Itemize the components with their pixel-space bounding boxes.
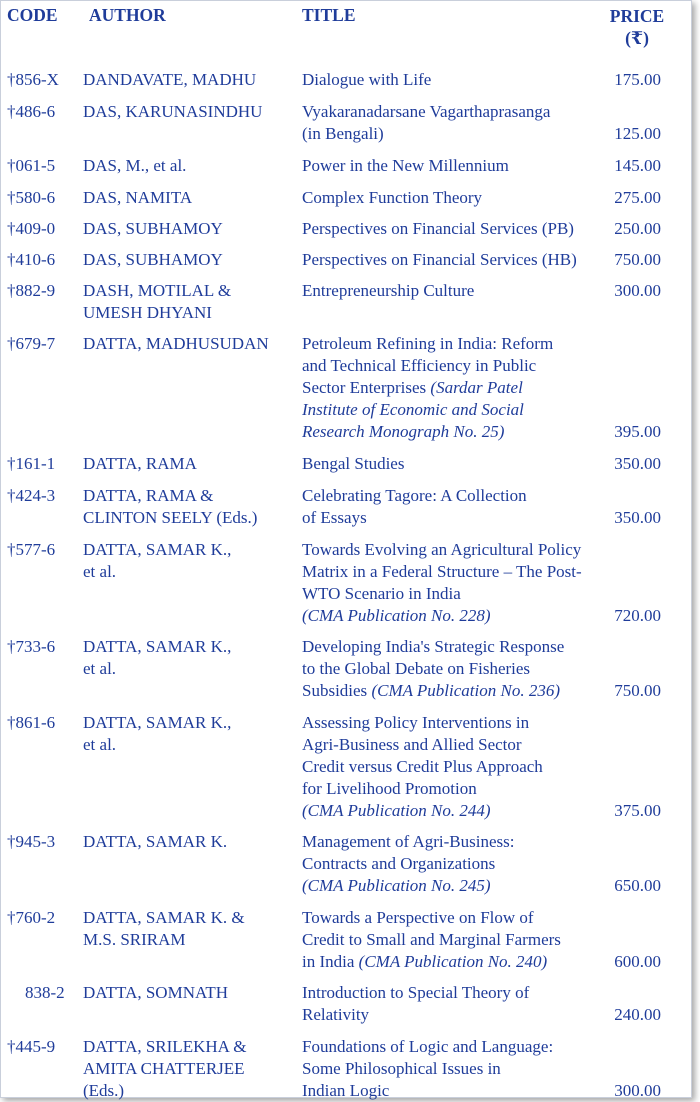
row-price-value: 350.00 <box>614 508 661 527</box>
row-price <box>599 636 661 702</box>
row-title <box>294 101 599 145</box>
row-author: DATTA, SRILEKHA & AMITA CHATTERJEE (Eds.) <box>83 1037 247 1100</box>
row-price-value: 395.00 <box>614 422 661 441</box>
row-price-value: 350.00 <box>614 454 661 473</box>
row-code: 838-2 <box>25 983 65 1002</box>
row-title <box>294 831 599 897</box>
row-author: DAS, KARUNASINDHU <box>83 102 263 121</box>
row-title <box>294 712 599 822</box>
row-price-value: 175.00 <box>614 70 661 89</box>
row-title-text: Complex Function Theory <box>302 188 483 207</box>
row-author: DATTA, MADHUSUDAN <box>83 334 269 353</box>
row-price <box>599 155 661 177</box>
row-title-text: Petroleum Refining in India: Reform and Technical Efficiency in Public Sector Enterprises <box>302 334 554 397</box>
row-code: †445-9 <box>7 1037 56 1056</box>
row-author: DAS, NAMITA <box>83 188 193 207</box>
row-price <box>599 1036 661 1102</box>
row-title <box>294 907 599 973</box>
catalog-row <box>1 636 691 702</box>
row-title-text: Foundations of Logic and Language: Some Philosophical Issues in Indian Logic <box>302 1037 554 1100</box>
row-price <box>599 712 661 822</box>
row-code: †856-X <box>7 70 59 89</box>
row-code: †486-6 <box>7 102 56 121</box>
row-series: (CMA Publication No. 240) <box>358 952 548 971</box>
catalog-list <box>1 69 691 1102</box>
row-code: †861-6 <box>7 713 56 732</box>
row-series: (CMA Publication No. 244) <box>302 801 491 820</box>
row-title <box>294 249 599 271</box>
row-title-text: Management of Agri-Business: Contracts and Organizations <box>302 832 515 873</box>
row-author: DATTA, SAMAR K., et al. <box>83 540 232 581</box>
row-author: DATTA, SAMAR K. & M.S. SRIRAM <box>83 908 245 949</box>
row-price <box>599 101 661 145</box>
row-title-text: Entrepreneurship Culture <box>302 281 475 300</box>
row-price-value: 125.00 <box>614 124 661 143</box>
row-code: †679-7 <box>7 334 56 353</box>
row-title <box>294 187 599 209</box>
catalog-row <box>1 485 691 529</box>
row-series: (CMA Publication No. 236) <box>371 681 560 700</box>
catalog-row <box>1 218 691 240</box>
row-author: DATTA, SOMNATH <box>83 983 229 1002</box>
row-code: †882-9 <box>7 281 56 300</box>
catalog-row <box>1 712 691 822</box>
row-title <box>294 218 599 240</box>
row-price-value: 250.00 <box>614 219 661 238</box>
catalog-row <box>1 907 691 973</box>
row-title-text: Power in the New Millennium <box>302 156 509 175</box>
row-price <box>599 485 661 529</box>
row-price-value: 750.00 <box>614 681 661 700</box>
row-price <box>599 249 661 271</box>
row-code: †945-3 <box>7 832 56 851</box>
row-title <box>294 982 599 1026</box>
row-series: (Sardar Patel Institute of Economic and Social Research Monograph No. 25) <box>302 378 524 441</box>
row-price <box>599 831 661 897</box>
row-author: DASH, MOTILAL & UMESH DHYANI <box>83 281 232 322</box>
header-currency: (₹) <box>625 28 649 48</box>
catalog-row <box>1 69 691 91</box>
row-code: †733-6 <box>7 637 56 656</box>
row-price <box>599 453 661 475</box>
catalog-row <box>1 831 691 897</box>
row-title <box>294 453 599 475</box>
row-author: DAS, SUBHAMOY <box>83 250 223 269</box>
row-title <box>294 539 599 627</box>
row-price-value: 300.00 <box>614 1081 661 1100</box>
row-author: DANDAVATE, MADHU <box>83 70 257 89</box>
row-author: DATTA, SAMAR K., et al. <box>83 637 232 678</box>
row-price-value: 145.00 <box>614 156 661 175</box>
row-series: (CMA Publication No. 228) <box>302 606 491 625</box>
row-title <box>294 280 599 324</box>
row-title-text: Developing India's Strategic Response to the Global Debate on Fisheries Subsidies <box>302 637 565 700</box>
row-price-value: 720.00 <box>614 606 661 625</box>
catalog-row <box>1 101 691 145</box>
catalog-row <box>1 539 691 627</box>
row-price <box>599 69 661 91</box>
catalog-row <box>1 280 691 324</box>
catalog-row <box>1 249 691 271</box>
table-header <box>1 1 691 51</box>
row-price <box>599 187 661 209</box>
row-title-text: Introduction to Special Theory of Relativity <box>302 983 530 1024</box>
row-price <box>599 218 661 240</box>
row-price-value: 375.00 <box>614 801 661 820</box>
catalog-row <box>1 453 691 475</box>
row-title-text: Dialogue with Life <box>302 70 432 89</box>
row-code: †061-5 <box>7 156 56 175</box>
row-price <box>599 539 661 627</box>
row-title-text: Assessing Policy Interventions in Agri-Business and Allied Sector Credit versus Credit Plus Approach for Livelihood Promotion <box>302 713 543 798</box>
catalog-row <box>1 333 691 443</box>
row-title-text: Towards Evolving an Agricultural Policy Matrix in a Federal Structure – The Post- WTO Scenario in India <box>302 540 582 603</box>
row-series: (CMA Publication No. 245) <box>302 876 491 895</box>
row-price-value: 240.00 <box>614 1005 661 1024</box>
row-title-text: Perspectives on Financial Services (HB) <box>302 250 577 269</box>
header-author: AUTHOR <box>89 5 166 25</box>
catalog-row <box>1 982 691 1026</box>
row-code: †580-6 <box>7 188 56 207</box>
row-price-value: 650.00 <box>614 876 661 895</box>
row-price-value: 275.00 <box>614 188 661 207</box>
header-price-label: PRICE <box>609 6 665 26</box>
row-title <box>294 155 599 177</box>
row-title <box>294 485 599 529</box>
row-author: DATTA, RAMA <box>83 454 197 473</box>
catalog-row <box>1 187 691 209</box>
row-price <box>599 333 661 443</box>
row-title <box>294 333 599 443</box>
row-code: †410-6 <box>7 250 56 269</box>
row-code: †409-0 <box>7 219 56 238</box>
row-title <box>294 69 599 91</box>
row-author: DAS, M., et al. <box>83 156 187 175</box>
row-title-text: Celebrating Tagore: A Collection of Essays <box>302 486 527 527</box>
catalog-row <box>1 155 691 177</box>
row-title-text: Towards a Perspective on Flow of Credit to Small and Marginal Farmers in India <box>302 908 561 971</box>
header-code: CODE <box>7 5 58 25</box>
row-price-value: 300.00 <box>614 281 661 300</box>
row-title <box>294 1036 599 1102</box>
row-price <box>599 982 661 1026</box>
row-price-value: 750.00 <box>614 250 661 269</box>
row-price-value: 600.00 <box>614 952 661 971</box>
row-author: DATTA, SAMAR K., et al. <box>83 713 232 754</box>
row-code: †760-2 <box>7 908 56 927</box>
row-title <box>294 636 599 702</box>
row-price <box>599 907 661 973</box>
row-author: DATTA, RAMA & CLINTON SEELY (Eds.) <box>83 486 258 527</box>
row-title-text: Bengal Studies <box>302 454 405 473</box>
row-title-text: Perspectives on Financial Services (PB) <box>302 219 574 238</box>
row-author: DATTA, SAMAR K. <box>83 832 228 851</box>
row-author: DAS, SUBHAMOY <box>83 219 223 238</box>
row-code: †161-1 <box>7 454 56 473</box>
row-code: †577-6 <box>7 540 56 559</box>
row-price <box>599 280 661 324</box>
header-title: TITLE <box>302 5 356 25</box>
row-title-text: Vyakaranadarsane Vagarthaprasanga (in Bengali) <box>302 102 551 143</box>
header-price <box>601 5 673 49</box>
catalog-row <box>1 1036 691 1102</box>
row-code: †424-3 <box>7 486 56 505</box>
